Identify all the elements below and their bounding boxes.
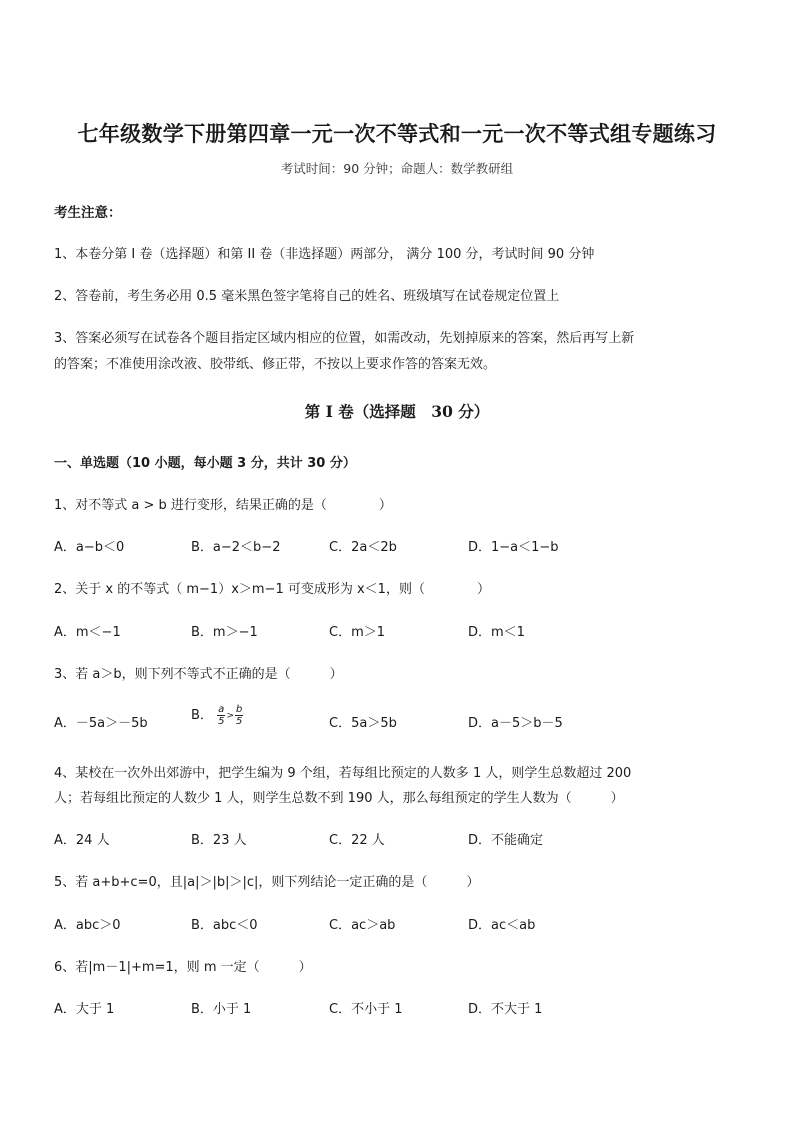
question-1-option-a: A．a−b＜0 [54, 540, 125, 555]
question-1-stem: 1、对不等式 a > b 进行变形，结果正确的是（ ） [54, 498, 392, 513]
question-3-option-c: C．5a＞5b [329, 716, 397, 731]
question-4-option-b: B．23 人 [191, 833, 247, 848]
question-4-stem: 4、某校在一次外出郊游中，把学生编为 9 个组，若每组比预定的人数多 1 人，则学生总数超过 200 [54, 766, 632, 781]
question-6-option-d: D．不大于 1 [468, 1002, 543, 1017]
question-1-option-d: D．1−a＜1−b [468, 540, 559, 555]
question-5-option-d: D．ac＜ab [468, 918, 536, 933]
question-3-option-d: D．a－5＞b－5 [468, 716, 563, 731]
question-2-option-c: C．m＞1 [329, 625, 386, 640]
question-5-option-b: B．abc＜0 [191, 918, 258, 933]
question-5-option-c: C．ac＞ab [329, 918, 396, 933]
question-6-option-c: C．不小于 1 [329, 1002, 403, 1017]
greater-than-sign: > [226, 710, 234, 721]
notice-item-2: 2、答卷前，考生务必用 0.5 毫米黑色签字笔将自己的姓名、班级填写在试卷规定位置上 [54, 289, 560, 304]
fraction-a-over-5: $\frac{a}{5}$ [218, 704, 225, 727]
notice-item-3-cont: 的答案；不准使用涂改液、胶带纸、修正带，不按以上要求作答的答案无效。 [54, 357, 497, 372]
question-3-stem: 3、若 a＞b，则下列不等式不正确的是（ ） [54, 667, 343, 682]
question-6-stem: 6、若|m－1|+m=1，则 m 一定（ ） [54, 960, 312, 975]
notice-heading: 考生注意： [54, 205, 122, 221]
question-3-option-a: A．－5a＞－5b [54, 716, 148, 731]
question-6-option-a: A．大于 1 [54, 1002, 115, 1017]
question-4-option-c: C．22 人 [329, 833, 385, 848]
section-title: 第 I 卷（选择题 30 分） [304, 402, 490, 421]
notice-item-1: 1、本卷分第 I 卷（选择题）和第 II 卷（非选择题）两部分， 满分 100 分，考试时间 90 分钟 [54, 247, 595, 262]
fraction-b-over-5: $\frac{b}{5}$ [235, 704, 243, 727]
question-4-option-a: A．24 人 [54, 833, 110, 848]
question-2-option-a: A．m＜−1 [54, 625, 121, 640]
page-title: 七年级数学下册第四章一元一次不等式和一元一次不等式组专题练习 [77, 121, 717, 146]
option-letter: B． [191, 708, 213, 723]
part-heading: 一、单选题（10 小题，每小题 3 分，共计 30 分） [54, 456, 356, 471]
question-5-option-a: A．abc＞0 [54, 918, 121, 933]
question-1-option-b: B．a−2＜b−2 [191, 540, 281, 555]
notice-item-3: 3、答案必须写在试卷各个题目指定区域内相应的位置，如需改动，先划掉原来的答案，然后再写上新 [54, 331, 635, 346]
question-4-stem-cont: 人；若每组比预定的人数少 1 人，则学生总数不到 190 人，那么每组预定的学生人数为（ ） [54, 791, 624, 806]
exam-info: 考试时间：90 分钟；命题人：数学教研组 [280, 161, 514, 176]
question-2-option-d: D．m＜1 [468, 625, 525, 640]
question-1-option-c: C．2a＜2b [329, 540, 397, 555]
question-6-option-b: B．小于 1 [191, 1002, 252, 1017]
question-5-stem: 5、若 a+b+c=0，且|a|＞|b|＞|c|，则下列结论一定正确的是（ ） [54, 875, 480, 890]
question-4-option-d: D．不能确定 [468, 833, 544, 848]
question-2-option-b: B．m＞−1 [191, 625, 258, 640]
question-2-stem: 2、关于 x 的不等式（ m−1）x＞m−1 可变成形为 x＜1，则（ ） [54, 582, 490, 597]
question-3-option-b [191, 704, 243, 727]
